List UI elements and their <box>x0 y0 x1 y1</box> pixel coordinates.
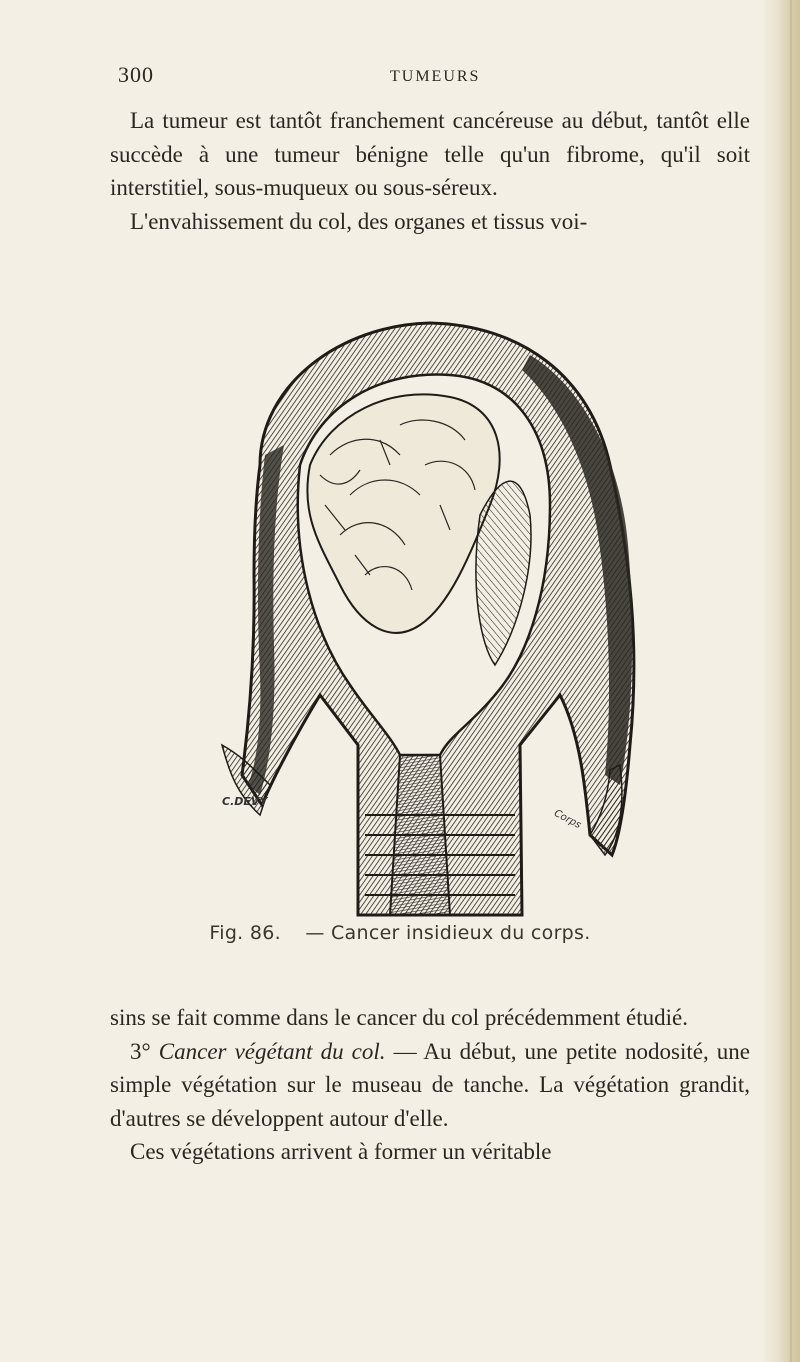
caption-prefix: Fig. 86. <box>209 922 281 944</box>
text-block-bottom <box>110 1001 750 1169</box>
caption-text: — Cancer insidieux du corps. <box>305 922 591 944</box>
figure-caption <box>0 922 800 944</box>
figure-label-corps: Corps <box>552 807 583 832</box>
paragraph-continuation: sins se fait comme dans le cancer du col précédemment étudié. <box>110 1005 688 1030</box>
paragraph-cancer-vegetant <box>110 1035 750 1136</box>
item-title: Cancer végétant du col. <box>158 1038 386 1064</box>
item-body: — Au début, une petite nodosité, une simple végétation sur le museau de tanche. La végétation grandit, d'autres se développent autour d'elle. <box>110 1038 750 1131</box>
engraver-signature: C.DEVY <box>222 795 268 808</box>
paragraph-tumeur: La tumeur est tantôt franchement cancéreuse au début, tantôt elle succède à une tumeur bénigne telle qu'un fibrome, qu'il soit interstitiel, sous-muqueux ou sous-séreux. <box>110 108 750 200</box>
running-title: TUMEURS <box>390 68 481 85</box>
page-edge-line <box>790 0 792 1362</box>
item-number: 3° <box>130 1038 151 1064</box>
page-edge-shadow <box>762 0 800 1362</box>
text-block-top <box>110 104 750 238</box>
page-number: 300 <box>118 62 154 87</box>
paragraph-last-line: Ces végétations arrivent à former un véritable <box>130 1139 552 1164</box>
running-head <box>118 62 730 92</box>
uterus-illustration <box>150 315 670 920</box>
paragraph-envahissement: L'envahissement du col, des organes et tissus voi- <box>130 208 588 234</box>
figure-illustration <box>150 315 670 920</box>
